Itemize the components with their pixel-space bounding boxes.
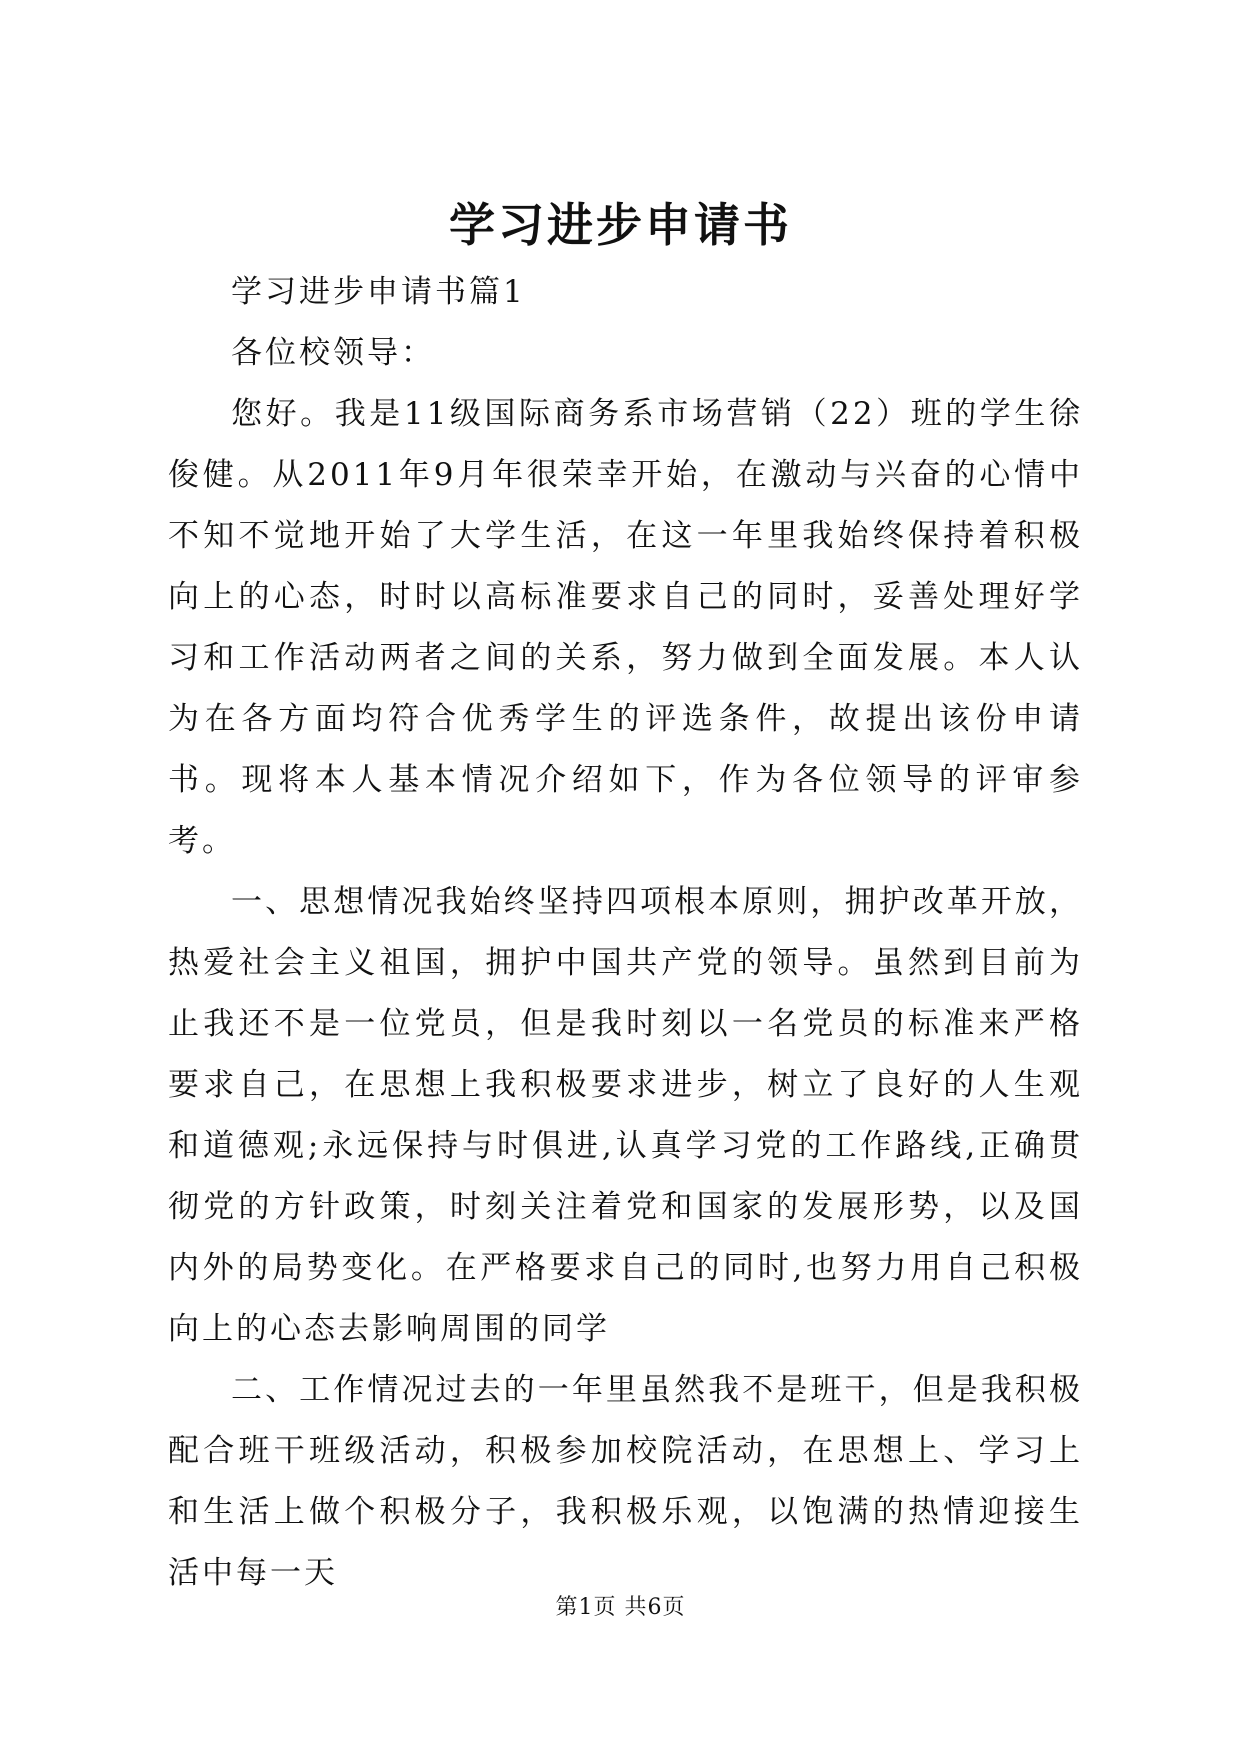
page-number-footer: 第1页 共6页 xyxy=(555,1595,686,1620)
body-paragraph-work: 二、工作情况过去的一年里虽然我不是班干，但是我积极配合班干班级活动，积极参加校院活动，在思想上、学习上和生活上做个积极分子，我积极乐观，以饱满的热情迎接生活中每一天 xyxy=(168,1372,1083,1591)
body-paragraph-thought: 一、思想情况我始终坚持四项根本原则，拥护改革开放，热爱社会主义祖国，拥护中国共产党的领导。虽然到目前为止我还不是一位党员，但是我时刻以一名党员的标准来严格要求自己，在思想上我积极要求进步，树立了良好的人生观和道德观;永远保持与时俱进,认真学习党的工作路线,正确贯彻党的方针政策，时刻关注着党和国家的发展形势，以及国内外的局势变化。在严格要求自己的同时,也努力用自己积极向上的心态去影响周围的同学 xyxy=(168,884,1083,1347)
section-heading: 学习进步申请书篇1 xyxy=(231,274,526,310)
document-title: 学习进步申请书 xyxy=(449,198,792,252)
salutation: 各位校领导： xyxy=(231,335,435,371)
document-body xyxy=(168,262,1083,1604)
body-paragraph-intro: 您好。我是11级国际商务系市场营销（22）班的学生徐俊健。从2011年9月年很荣幸开始，在激动与兴奋的心情中不知不觉地开始了大学生活，在这一年里我始终保持着积极向上的心态，时时以高标准要求自己的同时，妥善处理好学习和工作活动两者之间的关系，努力做到全面发展。本人认为在各方面均符合优秀学生的评选条件，故提出该份申请书。现将本人基本情况介绍如下，作为各位领导的评审参考。 xyxy=(168,396,1083,859)
